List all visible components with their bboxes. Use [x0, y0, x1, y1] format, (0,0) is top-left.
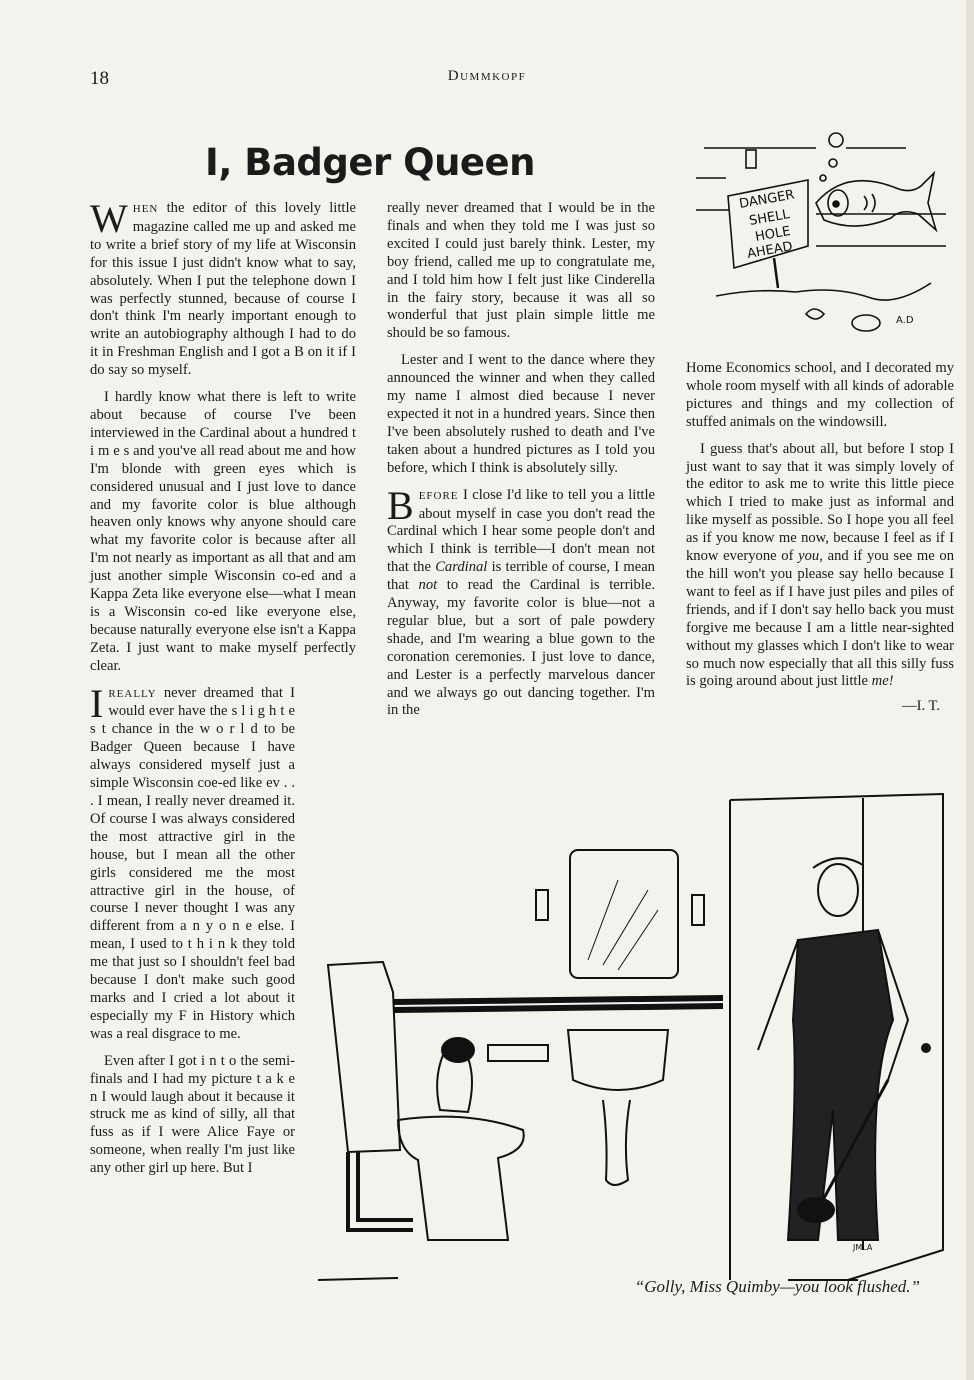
magazine-running-head: Dummkopf [447, 68, 527, 84]
plunger-cup [798, 1198, 834, 1222]
queen-in-toilet [437, 1055, 472, 1112]
sign-post-top [746, 150, 756, 168]
sink-pedestal [603, 1100, 630, 1185]
bubble [820, 175, 826, 181]
towel-rack [488, 1045, 548, 1061]
artist-initials: JMLA [853, 1243, 873, 1252]
wall-light-right [692, 895, 704, 925]
bubble [829, 133, 843, 147]
paragraph-text: and if you see me on the hill won't you please say hello because I want to feel as if I have just piles and piles of friends, and if I don't say hello back you must forgive me because I am a little near-sighted without my glasses which I don't like to wear so much now especially that all this silly fuss is going around about just little [686, 548, 954, 690]
lead-in: HEN [132, 203, 159, 215]
paragraph-text: I close I'd like to tell you a little about myself in case you don't read the Cardinal which I hear some people don't and which I think is terrible—I don't mean not that the [387, 486, 655, 576]
emphasis: you, [798, 548, 823, 565]
clam [852, 315, 880, 331]
door-knob [922, 1044, 930, 1052]
lead-in: EFORE [418, 489, 459, 502]
sign-text: HOLE [754, 224, 792, 245]
sea-floor [716, 283, 931, 300]
bubble [829, 159, 837, 167]
paragraph [387, 482, 655, 721]
paragraph-text: the editor of this lovely little magazine called me up and asked me to write a brief story of my life at Wisconsin for this issue I just didn't know what to say, absolutely. When I put the telephone down I was perfectly stunned, because of course I don't think I'm nearly important enough to write an autobiography although I had to do it in Freshman English and I got a B on it if I do say so myself. [90, 200, 356, 379]
sink-basin [568, 1030, 668, 1090]
shell [806, 309, 824, 319]
drop-cap: I [90, 680, 104, 726]
toilet-bowl [398, 1117, 524, 1240]
mirror-glare [588, 880, 658, 970]
paragraph-text: is terrible of course, I mean that [387, 559, 655, 594]
paragraph [90, 196, 356, 380]
fish-gills [864, 194, 875, 212]
plumber-head [818, 864, 858, 916]
cartoon-caption: “Golly, Miss Quimby—you look flushed.” [634, 1277, 920, 1296]
wall-tile-stripe [393, 998, 723, 1010]
sign-post [774, 258, 778, 288]
paragraph-text: to read the Cardinal is terrible. Anyway, my favorite color is blue—not a regular blue, but a sort of pale powdery shade, and I'm wearing a blue gown to the coronation ceremonies. I just love to dance, and Lester is a perfectly marvelous dancer and we always go out dancing together. I'm in the [387, 577, 655, 719]
sign-text: AHEAD [746, 239, 794, 262]
drop-cap: W [90, 196, 128, 241]
column-2 [387, 200, 655, 729]
wall-light-left [536, 890, 548, 920]
artist-initials: A.D [896, 315, 914, 326]
fish-pupil [833, 201, 839, 207]
column-1 [90, 196, 356, 1187]
paragraph [90, 680, 295, 1044]
sign-text: DANGER [738, 187, 796, 212]
plumber-cartoon [318, 780, 958, 1290]
sign-text: SHELL [748, 207, 791, 229]
page-number: 18 [90, 68, 109, 89]
paragraph-text: never dreamed that I would ever have the s l i g h t e s t chance in the w o r l d to be Badger Queen because I have always considered myself just a simple Wisconsin coe-ed like ev . . . I mean, I really never dreamed it. Of course I was always considered the most attractive girl in the house, but I mean all the other girls considered me the most attractive girl in the house, of course I never thought I was any different from a n y o n e else. I mean, I used to t h i n k they told me that just so I shouldn't feel bad because I don't make such good marks and I cried a lot about it especially my F in History which was a real disgrace to me. [90, 684, 295, 1042]
emphasis: me! [871, 673, 894, 690]
paragraph: Home Economics school, and I decorated my whole room myself with all kinds of adorable pictures and things and my collection of stuffed animals on the windowsill. [686, 360, 954, 430]
lead-in: REALLY [108, 687, 157, 700]
paragraph: I hardly know what there is left to write about because of course I've been interviewed in the Cardinal about a hundred t i m e s and you've all read about me and how I'm blonde with green eyes which is considered unusual and I just love to dance and my favorite color is blue although heaven only knows why anyone should care what my favorite color is because after all I'm not nearly as important as all that and am just another simple Wisconsin co-ed and a Kappa Zeta like everyone else—what I mean is a Wisconsin co-ed like everyone else, because naturally everyone else isn't a Kappa Zeta. I just want to make myself perfectly clear. [90, 389, 356, 674]
fish-cartoon [696, 128, 956, 348]
paragraph: Even after I got i n t o the semi-finals and I had my picture t a k e n I would laugh about it because it struck me as kind of silly, all that fuss as if I were Alice Faye or someone, when really I'm just like any other girl up here. But I [90, 1052, 295, 1177]
toilet-tank [328, 962, 400, 1152]
plumber-overalls [788, 930, 893, 1240]
column-3 [686, 360, 954, 716]
page-edge [966, 0, 974, 1380]
paragraph [686, 441, 954, 692]
emphasis: Cardinal [435, 559, 488, 576]
drop-cap: B [387, 482, 414, 528]
article-title: I, Badger Queen [205, 141, 535, 184]
mirror [570, 850, 678, 978]
toilet-pipes [348, 1152, 413, 1230]
signature: —I. T. [902, 698, 940, 715]
emphasis: not [418, 577, 438, 594]
paragraph: Lester and I went to the dance where they announced the winner and when they called my name I almost died because I never expected it not in a hundred years. Since then I've been absolutely rushed to death and I've taken about a hundred pictures as I told you before, which I think is absolutely silly. [387, 352, 655, 476]
paragraph-text: I guess that's about all, but before I stop I just want to say that it was simply lovely of the editor to ask me to write this little piece which I tried to make just as informal and like myself as possible. So I hope you all feel as if you know me now, because I feel as if I know everyone of [686, 440, 954, 565]
paragraph: really never dreamed that I would be in the finals and when they told me I was just so excited I could just barely think. Lester, my boy friend, called me up to congratulate me, and I told him how I felt just like Cinderella in the fairy story, because it was all so wonderful that just plain simple little me should be so famous. [387, 200, 655, 342]
